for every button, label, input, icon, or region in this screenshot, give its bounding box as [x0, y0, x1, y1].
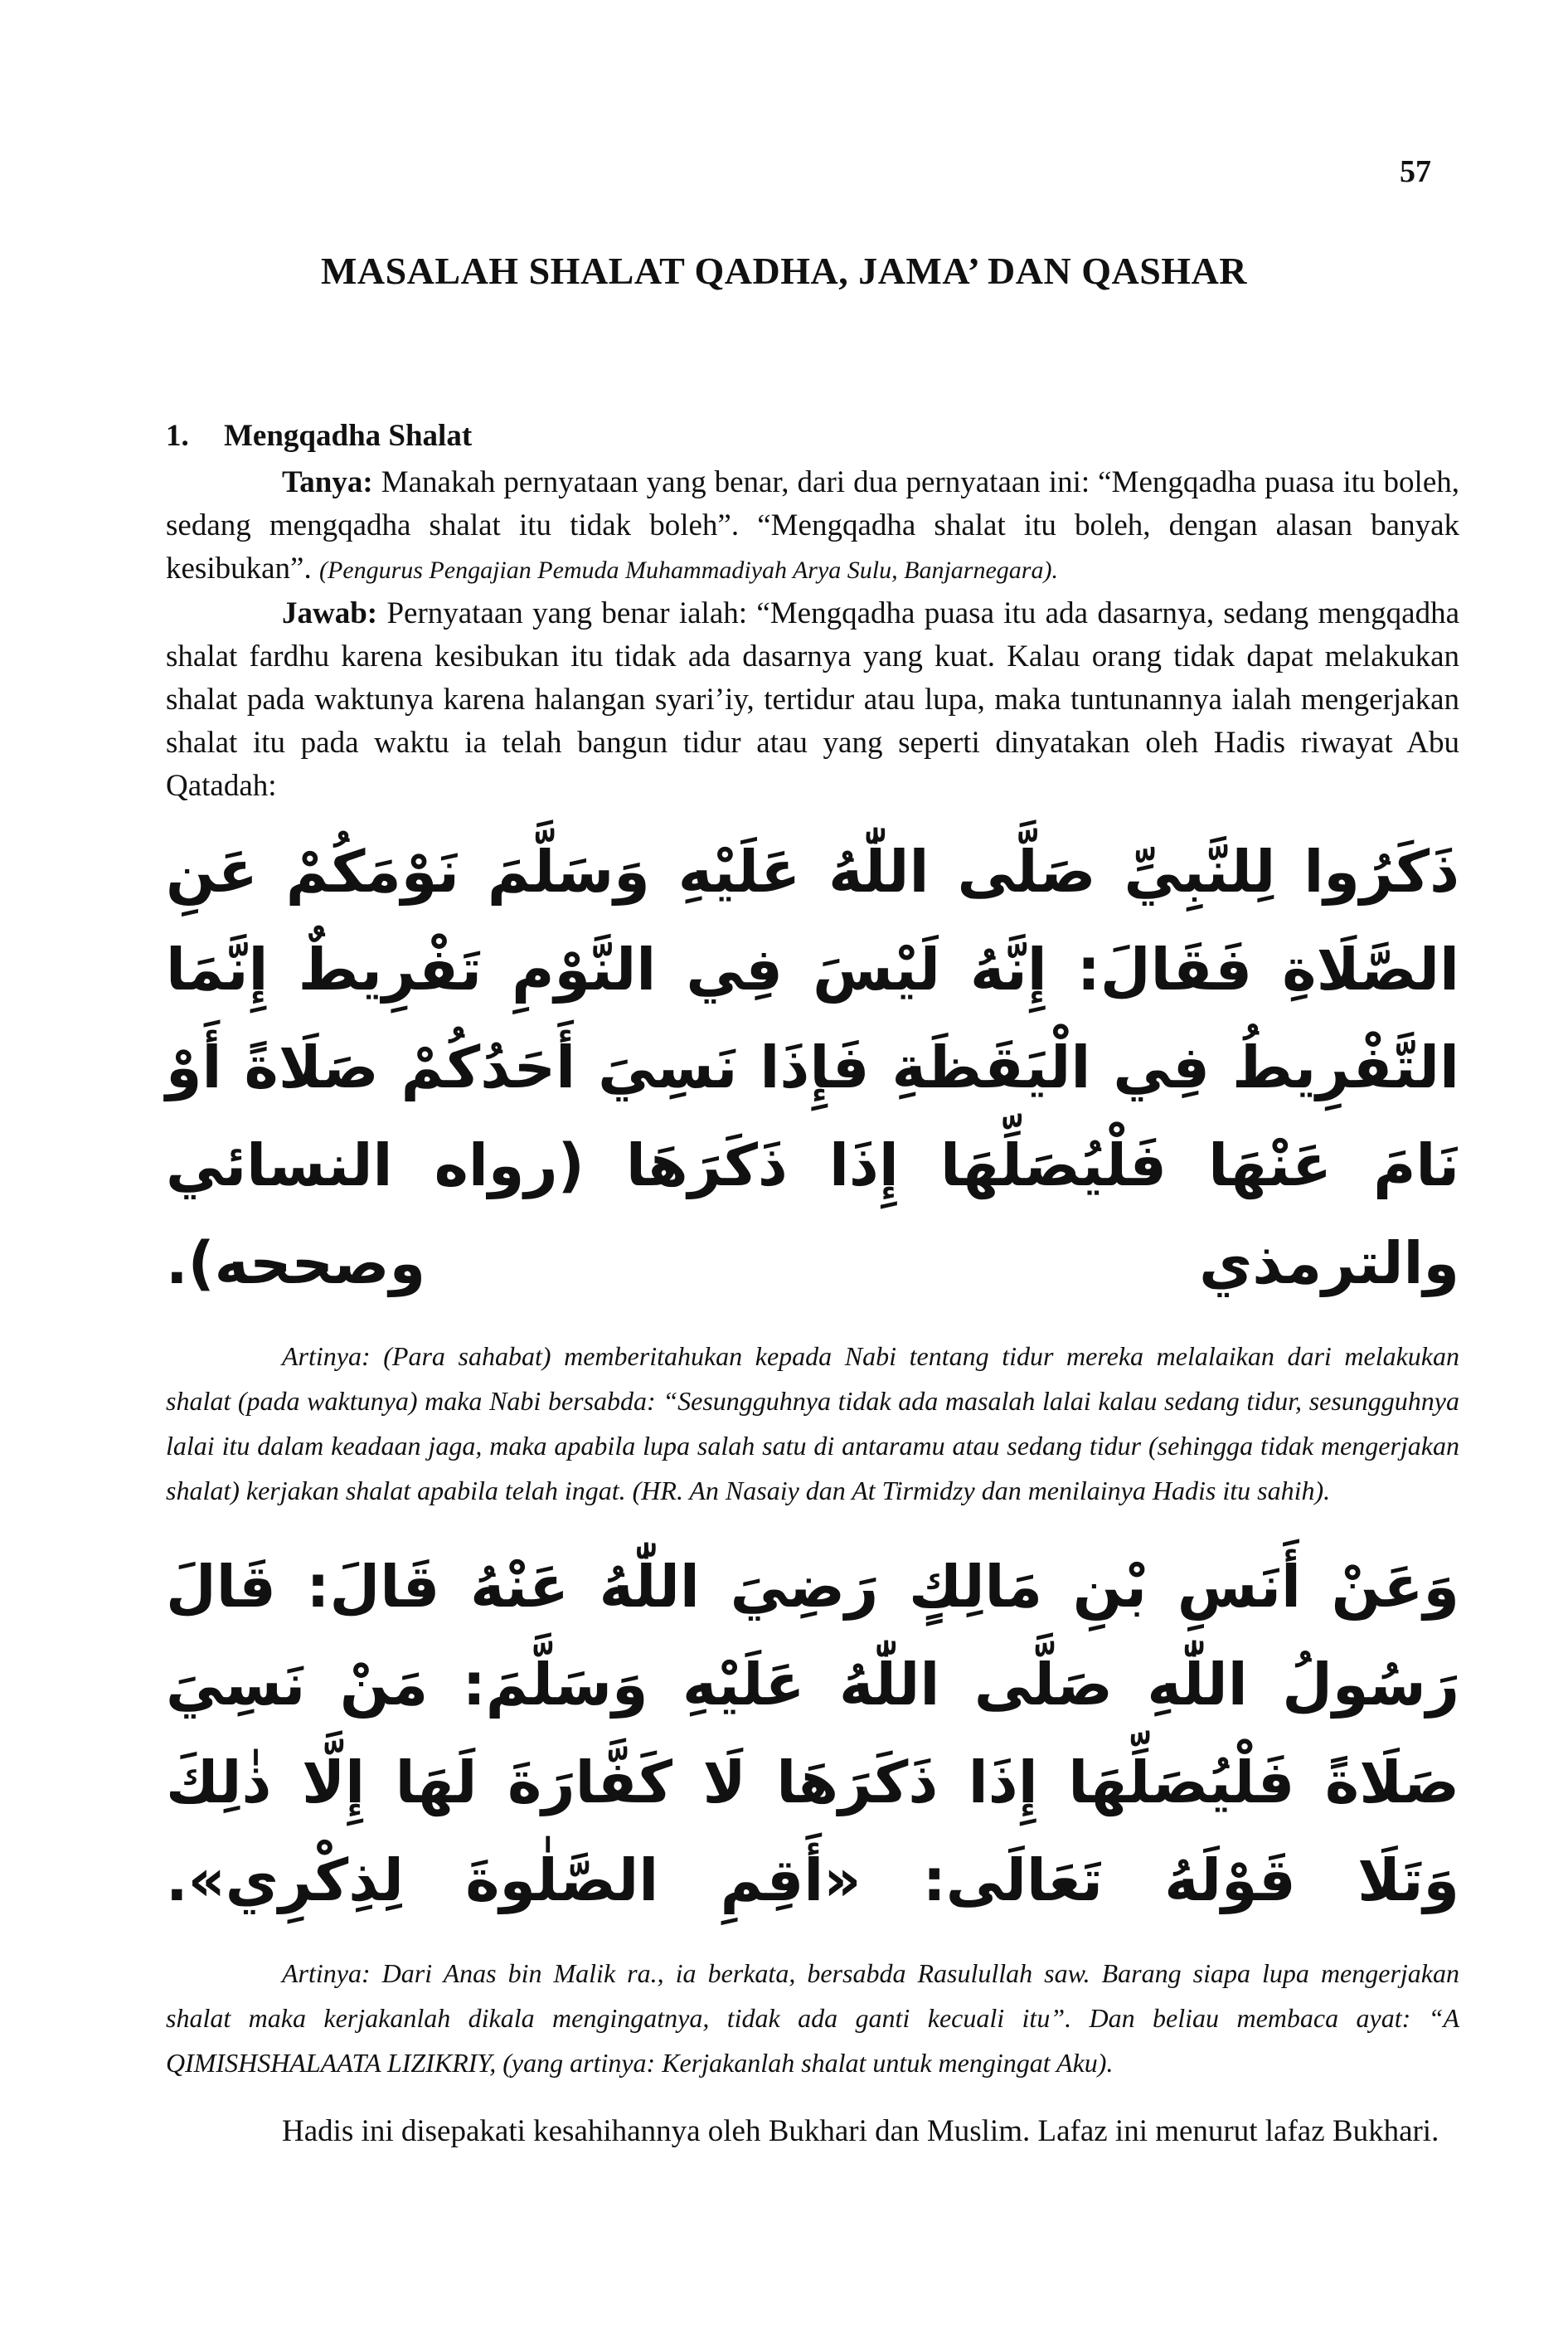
page-number: 57 [1400, 154, 1431, 189]
section-number: 1. [166, 419, 189, 453]
answer-label: Jawab: [282, 596, 378, 630]
hadith-1-translation [166, 1334, 1459, 1513]
hadith-1-translation-text: Artinya: (Para sahabat) memberitahukan kepada Nabi tentang tidur mereka melalaikan dari melakukan shalat (pada waktunya) maka Nabi bersabda: “Sesungguhnya tidak ada masalah lalai kalau sedang tidur, sesungguhnya lalai itu dalam keadaan jaga, maka apabila lupa salah satu di antaramu atau sedang tidur (sehingga tidak mengerjakan shalat) kerjakan shalat apabila telah ingat. (HR. An Nasaiy dan At Tirmidzy dan menilainya Hadis itu sahih). [166, 1341, 1459, 1505]
question-paragraph [166, 461, 1459, 592]
hadith-2-arabic: وَعَنْ أَنَسِ بْنِ مَالِكٍ رَضِيَ اللّٰهُ عَنْهُ قَالَ: قَالَ رَسُولُ اللّٰهِ صَلَّى اللّٰهُ عَلَيْهِ وَسَلَّمَ: مَنْ نَسِيَ صَلَاةً فَلْيُصَلِّهَا إِذَا ذَكَرَهَا لَا كَفَّارَةَ لَهَا إِلَّا ذٰلِكَ وَتَلَا قَوْلَهُ تَعَالَى: «أَقِمِ الصَّلٰوةَ لِذِكْرِي». [166, 1553, 1459, 1914]
question-source: (Pengurus Pengajian Pemuda Muhammadiyah Arya Sulu, Banjarnegara). [318, 557, 1058, 584]
closing-paragraph: Hadis ini disepakati kesahihannya oleh Bukhari dan Muslim. Lafaz ini menurut lafaz Bukhari. [282, 2114, 1439, 2148]
question-text: Manakah pernyataan yang benar, dari dua pernyataan ini: “Mengqadha puasa itu boleh, sedang mengqadha shalat itu tidak boleh”. “Mengqadha shalat itu boleh, dengan alasan banyak kesibukan”. [166, 465, 1459, 586]
hadith-1-arabic: ذَكَرُوا لِلنَّبِيِّ صَلَّى اللّٰهُ عَلَيْهِ وَسَلَّمَ نَوْمَكُمْ عَنِ الصَّلَاةِ فَقَالَ: إِنَّهُ لَيْسَ فِي النَّوْمِ تَفْرِيطٌ إِنَّمَا التَّفْرِيطُ فِي الْيَقَظَةِ فَإِذَا نَسِيَ أَحَدُكُمْ صَلَاةً أَوْ نَامَ عَنْهَا فَلْيُصَلِّهَا إِذَا ذَكَرَهَا (رواه النسائي والترمذي وصححه). [166, 838, 1459, 1297]
section-title: Mengqadha Shalat [224, 419, 473, 453]
question-label: Tanya: [282, 465, 373, 499]
section-heading [166, 415, 1459, 458]
hadith-2-translation [166, 1951, 1459, 2085]
answer-text: Pernyataan yang benar ialah: “Mengqadha puasa itu ada dasarnya, sedang mengqadha shalat fardhu karena kesibukan itu tidak ada dasarnya yang kuat. Kalau orang tidak dapat melakukan shalat pada waktunya karena halangan syari’iy, tertidur atau lupa, maka tuntunannya ialah mengerjakan shalat itu pada waktu ia telah bangun tidur atau yang seperti dinyatakan oleh Hadis riwayat Abu Qatadah: [166, 596, 1459, 803]
page-body [166, 415, 1459, 2153]
answer-paragraph [166, 592, 1459, 808]
hadith-2-translation-text: Artinya: Dari Anas bin Malik ra., ia berkata, bersabda Rasulullah saw. Barang siapa lupa mengerjakan shalat maka kerjakanlah dikala mengingatnya, tidak ada ganti kecuali itu”. Dan beliau membaca ayat: “A QIMISHSHALAATA LIZIKRIY, (yang artinya: Kerjakanlah shalat untuk mengingat Aku). [166, 1958, 1459, 2078]
page-title: MASALAH SHALAT QADHA, JAMA’ DAN QASHAR [320, 250, 1248, 292]
